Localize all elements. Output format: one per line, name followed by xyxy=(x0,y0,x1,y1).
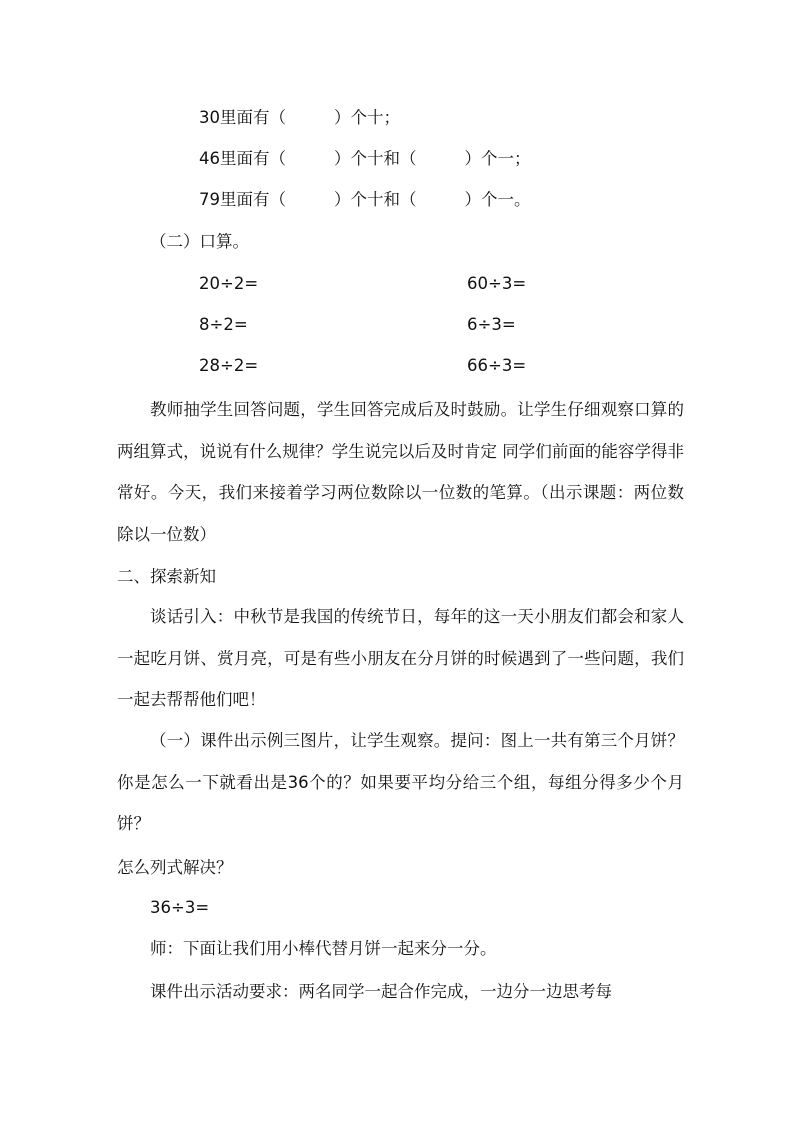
oral-right: 60÷3= xyxy=(467,274,527,293)
paragraph-example-three: （一）课件出示例三图片，让学生观察。提问：图上一共有第三个月饼？你是怎么一下就看出是36个的？如果要平均分给三个组，每组分得多少个月饼？ xyxy=(117,731,684,833)
oral-right: 66÷3= xyxy=(467,356,527,375)
oral-row-1 xyxy=(0,272,794,302)
fill-text: 79里面有（ xyxy=(199,190,286,209)
fill-text: ）个一； xyxy=(464,149,531,168)
question-line: 怎么列式解决？ xyxy=(117,858,233,877)
oral-row-3 xyxy=(0,354,794,384)
fill-blank-line-3 xyxy=(199,188,531,212)
paragraph-activity-requirement: 课件出示活动要求：两名同学一起合作完成，一边分一边思考每 xyxy=(150,982,612,1001)
oral-row-2 xyxy=(0,313,794,343)
fill-text: ）个十和（ xyxy=(334,149,417,168)
teacher-line: 师：下面让我们用小棒代替月饼一起来分一分。 xyxy=(150,939,497,958)
fill-text: 30里面有（ xyxy=(199,108,286,127)
oral-left: 8÷2= xyxy=(199,315,248,334)
paragraph-teacher-review: 教师抽学生回答问题，学生回答完成后及时鼓励。让学生仔细观察口算的两组算式，说说有什么规律？学生说完以后及时肯定 同学们前面的能容学得非常好。今天，我们来接着学习两位数除以一位数的笔算。（出示课题：两位数除以一位数） xyxy=(117,400,684,544)
oral-left: 20÷2= xyxy=(199,274,259,293)
oral-left: 28÷2= xyxy=(199,356,259,375)
fill-text: ）个十； xyxy=(334,108,400,127)
equation-line: 36÷3= xyxy=(150,898,210,917)
section-oral-heading: （二）口算。 xyxy=(150,232,249,251)
fill-text: 46里面有（ xyxy=(199,149,286,168)
fill-blank-line-2 xyxy=(199,147,531,171)
fill-text: ）个十和（ xyxy=(334,190,417,209)
oral-right: 6÷3= xyxy=(467,315,516,334)
fill-text: ）个一。 xyxy=(464,190,531,209)
fill-blank-line-1 xyxy=(199,106,400,130)
section-heading-explore: 二、探索新知 xyxy=(117,567,216,586)
paragraph-intro: 谈话引入：中秋节是我国的传统节日，每年的这一天小朋友们都会和家人一起吃月饼、赏月亮，可是有些小朋友在分月饼的时候遇到了一些问题，我们一起去帮帮他们吧！ xyxy=(117,607,684,709)
